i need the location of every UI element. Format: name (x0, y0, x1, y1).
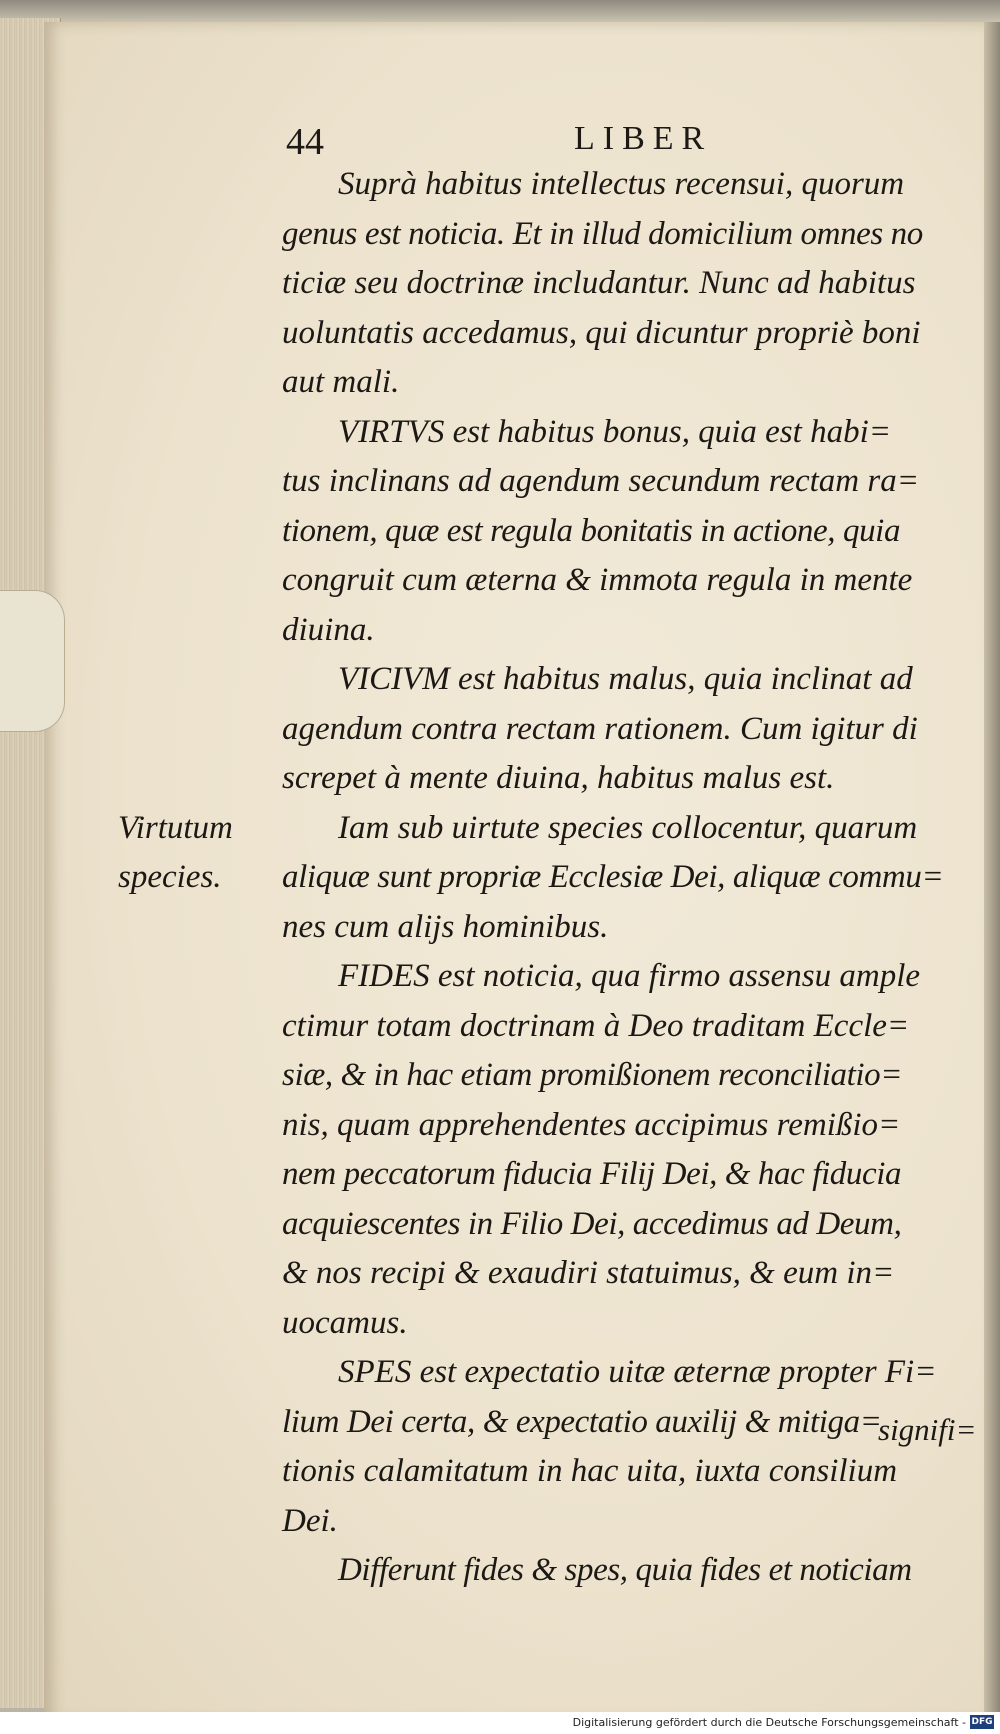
text-line: agendum contra rectam rationem. Cum igitur di (282, 710, 918, 747)
text-line: screpet à mente diuina, habitus malus est. (282, 760, 835, 796)
text-line: & nos recipi & exaudiri statuimus, & eum in= (282, 1255, 895, 1291)
text-line: ctimur totam doctrinam à Deo traditam Eccle= (282, 1007, 910, 1044)
text-line: acquiescentes in Filio Dei, accedimus ad Deum, (282, 1205, 902, 1242)
scan-right-edge (984, 22, 1000, 1722)
text-line: nes cum alijs hominibus. (282, 908, 609, 945)
text-line: aut mali. (282, 364, 400, 400)
catchword: signifi= (878, 1412, 977, 1447)
text-line: FIDES est noticia, qua firmo assensu ample (338, 958, 921, 994)
text-line: uoluntatis accedamus, qui dicuntur propriè boni (282, 314, 921, 351)
text-line: SPES est expectatio uitæ æternæ propter Fi= (338, 1354, 937, 1390)
text-line: siæ, & in hac etiam promißionem reconciliatio= (282, 1057, 903, 1093)
margin-note-line-1: Virtutum (118, 810, 233, 846)
text-line: Suprà habitus intellectus recensui, quorum (338, 166, 905, 202)
text-line: VIRTVS est habitus bonus, quia est habi= (338, 413, 892, 450)
text-line: Dei. (282, 1502, 338, 1539)
text-line: uocamus. (282, 1304, 408, 1341)
text-line: Differunt fides & spes, quia fides et noticiam (338, 1552, 912, 1588)
text-line: congruit cum æterna & immota regula in mente (282, 562, 913, 598)
running-head: LIBER (574, 120, 713, 157)
digitization-credit: Digitalisierung gefördert durch die Deutsche Forschungsgemeinschaft - (572, 1716, 966, 1729)
dfg-logo: DFG (971, 1717, 993, 1727)
text-line: diuina. (282, 611, 375, 648)
text-line: genus est noticia. Et in illud domicilium omnes no (282, 215, 923, 252)
text-line: nem peccatorum fiducia Filij Dei, & hac fiducia (282, 1156, 902, 1192)
scan-top-edge (0, 0, 1000, 22)
text-line: tionem, quæ est regula bonitatis in actione, quia (282, 512, 901, 549)
main-text (282, 160, 972, 1596)
page-number: 44 (286, 121, 324, 163)
text-line: nis, quam apprehendentes accipimus remißio= (282, 1106, 901, 1143)
text-line: lium Dei certa, & expectatio auxilij & mitiga= (282, 1403, 882, 1440)
text-line: Iam sub uirtute species collocentur, quarum (338, 809, 918, 846)
text-line: ticiæ seu doctrinæ includantur. Nunc ad habitus (282, 265, 916, 301)
margin-note-line-2: species. (118, 859, 222, 895)
text-line: tionis calamitatum in hac uita, iuxta consilium (282, 1453, 898, 1489)
text-line: tus inclinans ad agendum secundum rectam ra= (282, 463, 919, 499)
page-tab-marker (0, 590, 65, 732)
text-line: aliquæ sunt propriæ Ecclesiæ Dei, aliquæ commu= (282, 859, 944, 895)
text-line: VICIVM est habitus malus, quia inclinat ad (338, 661, 913, 697)
